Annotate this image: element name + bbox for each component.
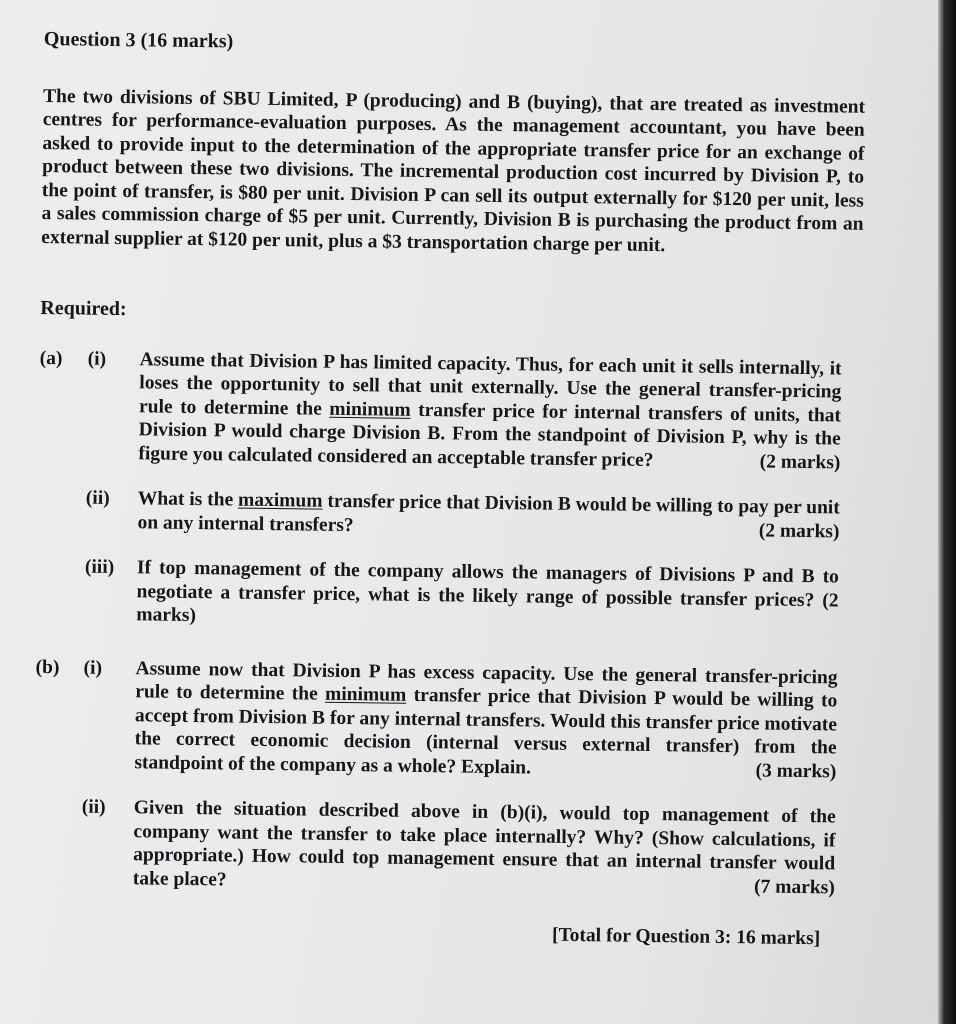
part-a-iii-text xyxy=(136,556,859,636)
part-b-i-text-after: transfer price that Division P would be willing to accept from Division B for any internal transfers. Would this transfer price motivate the correct economic decision (internal versus external transfer) from the standpoint of the company as a whole? Explain. xyxy=(134,684,838,778)
part-b-i-underlined: minimum xyxy=(324,683,407,706)
part-b-i-text xyxy=(134,657,857,784)
sub-label-b-i: (i) xyxy=(83,657,103,679)
part-a-ii-marks: (2 marks) xyxy=(758,519,840,542)
part-a-i-text xyxy=(138,348,861,475)
part-a-ii-text-before: What is the xyxy=(137,488,234,511)
part-label-b: (b) xyxy=(35,656,60,678)
part-b-ii xyxy=(33,795,856,900)
part-label-empty xyxy=(38,486,86,487)
part-a-iii-body: If top management of the company allows the managers of Divisions P and B to negotiate a transfer price, what is the likely range of possible transfer prices? xyxy=(136,557,840,611)
part-a-ii-text-after: transfer price that Division B would be willing to pay per unit on any internal transfers? xyxy=(137,490,840,536)
part-a-i-text-before: Assume that Division P has limited capacity. Thus, for each unit it sells internally, it loses the opportunity to sell that unit externally. Use the general transfer-pricing rule to determine the xyxy=(138,348,842,420)
part-a-i-underlined: minimum xyxy=(329,398,411,421)
part-a-i-text-after: transfer price for internal transfers of units, that Division P would charge Division B. From the standpoint of Division P, why is the figure you calculated considered an acceptable transfer price? xyxy=(138,399,842,471)
part-label-empty xyxy=(34,795,82,796)
part-a-i xyxy=(38,346,861,474)
sub-label-a-iii: (iii) xyxy=(84,556,115,578)
screen-edge xyxy=(938,0,956,1024)
sub-label-a-ii: (ii) xyxy=(85,487,110,509)
sub-label-b-ii: (ii) xyxy=(81,796,106,818)
part-b-i-text-before: Assume now that Division P has excess capacity. Use the general transfer-pricing rule to determine the xyxy=(135,657,838,705)
part-a-i-marks: (2 marks) xyxy=(759,450,841,473)
required-heading: Required: xyxy=(40,296,127,321)
sub-label-a-i: (i) xyxy=(87,348,107,370)
part-b-ii-marks: (7 marks) xyxy=(753,875,835,898)
question-total: [Total for Question 3: 16 marks] xyxy=(551,924,821,950)
part-a-ii-underlined: maximum xyxy=(237,489,323,512)
part-label-a: (a) xyxy=(39,347,63,369)
question-content xyxy=(32,28,866,951)
part-b-i xyxy=(34,655,857,783)
part-a-iii xyxy=(36,555,859,636)
part-a-iii-marks: (2 marks) xyxy=(136,589,839,627)
question-title: Question 3 (16 marks) xyxy=(43,28,234,53)
part-b-ii-text xyxy=(133,796,856,899)
part-a-ii xyxy=(37,486,860,544)
part-b-i-marks: (3 marks) xyxy=(755,759,837,782)
part-b-ii-body: Given the situation described above in (b)(i), would top management of the company want the transfer to take place internally? Why? (Show calculations, if appropriate.) How could top management ensure that an internal transfer would take place? xyxy=(132,797,836,890)
part-a-ii-text xyxy=(137,487,860,543)
question-intro: The two divisions of SBU Limited, P (producing) and B (buying), that are treated as investment centres for performance-evaluation purposes. As the management accountant, you have been asked to provide input to the determination of the appropriate transfer price for an exchange of product between these two divisions. The incremental production cost incurred by Division P, to the point of transfer, is $80 per unit. Division P can sell its output externally for $120 per unit, less a sales commission charge of $5 per unit. Currently, Division B is purchasing the product from an external supplier at $120 per unit, plus a $3 transportation charge per unit. xyxy=(41,85,866,256)
part-label-empty xyxy=(37,555,85,556)
